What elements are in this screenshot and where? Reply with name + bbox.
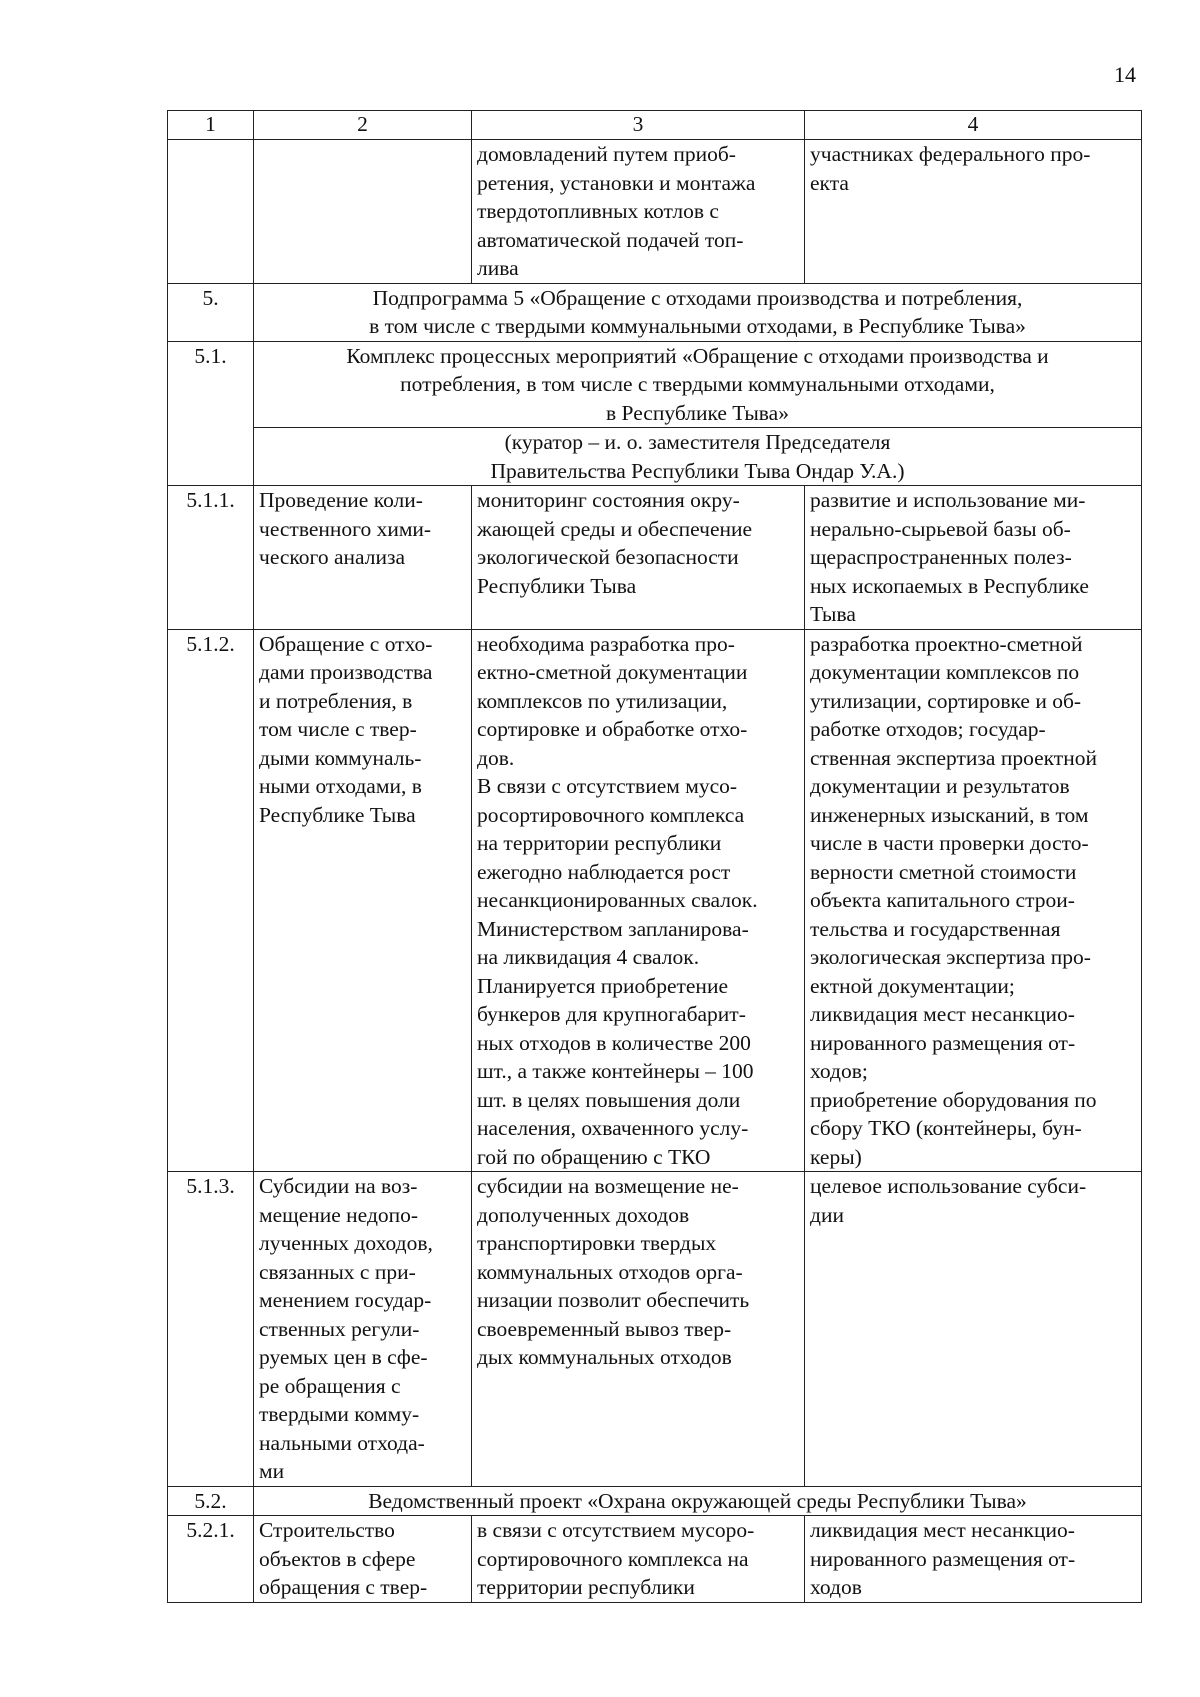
cell-line: твердотопливных котлов с [477, 199, 719, 223]
cell-line: транспортировки твердых [477, 1231, 717, 1255]
cell-line: на ликвидация 4 свалок. [477, 945, 700, 969]
activity-description [472, 1516, 805, 1603]
section-row [168, 341, 1142, 428]
column-header-3: 3 [472, 111, 805, 140]
cell-line: субсидии на возмещение не- [477, 1174, 739, 1198]
program-table [167, 110, 1142, 1603]
cell-line: том числе с твер- [259, 717, 417, 741]
cell-line: ческого анализа [259, 545, 405, 569]
cell-line: экологической безопасности [477, 545, 739, 569]
cell-line: на территории республики [477, 831, 722, 855]
cell-line: Республики Тыва [477, 573, 637, 598]
cell-line: ликвидация мест несанкцио- [810, 1002, 1075, 1026]
cell-line: екта [810, 170, 849, 195]
cell-line: Тыва [810, 602, 856, 626]
activity-name [254, 1172, 472, 1487]
cell-line: твердыми комму- [259, 1402, 420, 1426]
row-number [168, 140, 254, 284]
column-header-1: 1 [168, 111, 254, 140]
cell-line: шт. в целях повышения доли [477, 1087, 741, 1112]
cell-line: шт., а также контейнеры – 100 [477, 1059, 754, 1083]
cell-line: несанкционированных свалок. [477, 888, 758, 912]
section-row [168, 1486, 1142, 1516]
cell-line: приобретение оборудования по [810, 1087, 1097, 1112]
cell-line: участниках федерального про- [810, 142, 1091, 166]
cell-line: ственная экспертиза проектной [810, 745, 1097, 770]
cell-line: объектов в сфере [259, 1546, 416, 1571]
cell-line: сортировочного комплекса на [477, 1546, 749, 1571]
cell-line: потребления, в том числе с твердыми коммунальными отходами, [400, 372, 995, 396]
cell-line: росортировочного комплекса [477, 802, 745, 827]
cell-line: мещение недопо- [259, 1202, 419, 1227]
cell-line: щераспространенных полез- [810, 545, 1072, 569]
activity-description [472, 486, 805, 630]
cell-line: дии [810, 1202, 844, 1227]
cell-line: ектной документации; [810, 973, 1015, 998]
activity-name [254, 1516, 472, 1603]
cell-line: Обращение с отхо- [259, 631, 433, 656]
activity-description [472, 629, 805, 1172]
cell-line: развитие и использование ми- [810, 488, 1086, 512]
cell-line: гой по обращению с ТКО [477, 1144, 711, 1169]
table-row [168, 629, 1142, 1172]
cell-line: нированного размещения от- [810, 1030, 1076, 1055]
cell-line: необходима разработка про- [477, 631, 735, 656]
cell-line: Министерством запланирова- [477, 916, 749, 941]
cell-line: территории республики [477, 1575, 695, 1599]
section-row [168, 283, 1142, 341]
cell-line: Ведомственный проект «Охрана окружающей среды Республики Тыва» [368, 1488, 1027, 1513]
page-number: 14 [1114, 62, 1136, 87]
cell-line: мониторинг состояния окру- [477, 488, 740, 512]
cell-line: дополученных доходов [477, 1202, 690, 1227]
cell-line: числе в части проверки досто- [810, 831, 1089, 855]
row-number: 5.1.2. [168, 629, 254, 1172]
cell-line: домовладений путем приоб- [477, 142, 736, 166]
cell-line: ектно-сметной документации [477, 660, 748, 684]
header-row [168, 111, 1142, 140]
expected-result [805, 140, 1142, 284]
cell-line: руемых цен в сфе- [259, 1345, 428, 1369]
cell-line: ретения, установки и монтажа [477, 170, 756, 195]
cell-line: дыми коммуналь- [259, 745, 422, 770]
cell-line: бункеров для крупногабарит- [477, 1002, 746, 1026]
column-header-2: 2 [254, 111, 472, 140]
cell-line: в связи с отсутствием мусоро- [477, 1518, 755, 1542]
cell-line: целевое использование субси- [810, 1174, 1087, 1198]
cell-line: в Республике Тыва» [606, 400, 789, 425]
cell-line: нированного размещения от- [810, 1546, 1076, 1571]
cell-line: ходов [810, 1575, 862, 1599]
cell-line: низации позволит обеспечить [477, 1288, 750, 1312]
cell-line: тельства и государственная [810, 916, 1061, 941]
cell-line: документации и результатов [810, 774, 1070, 798]
cell-line: в том числе с твердыми коммунальными отходами, в Республике Тыва» [369, 314, 1026, 338]
cell-line: жающей среды и обеспечение [477, 516, 753, 541]
cell-line: ходов; [810, 1059, 868, 1083]
cell-line: лученных доходов, [259, 1231, 433, 1255]
cell-line: объекта капитального строи- [810, 888, 1075, 912]
activity-description [472, 1172, 805, 1487]
cell-line: В связи с отсутствием мусо- [477, 774, 738, 798]
section-title [254, 283, 1142, 341]
cell-line: ре обращения с [259, 1373, 401, 1398]
cell-line: нерально-сырьевой базы об- [810, 516, 1071, 541]
cell-line: ных отходов в количестве 200 [477, 1030, 751, 1055]
cell-line: ственных регули- [259, 1316, 420, 1341]
cell-line: верности сметной стоимости [810, 859, 1077, 884]
table-row [168, 1172, 1142, 1487]
row-number: 5.1.1. [168, 486, 254, 630]
cell-line: дов. [477, 745, 515, 770]
row-number: 5.1.3. [168, 1172, 254, 1487]
cell-line: разработка проектно-сметной [810, 631, 1083, 656]
cell-line: ных ископаемых в Республике [810, 573, 1089, 598]
cell-line: сортировке и обработке отхо- [477, 717, 748, 741]
row-number: 5. [168, 283, 254, 341]
activity-description [472, 140, 805, 284]
expected-result [805, 1516, 1142, 1603]
expected-result [805, 1172, 1142, 1487]
activity-name [254, 486, 472, 630]
cell-line: Подпрограмма 5 «Обращение с отходами производства и потребления, [372, 285, 1023, 310]
cell-line: связанных с при- [259, 1259, 416, 1284]
cell-line: обращения с твер- [259, 1575, 428, 1599]
cell-line: комплексов по утилизации, [477, 688, 728, 713]
cell-line: Проведение коли- [259, 488, 423, 512]
table-row [168, 1516, 1142, 1603]
cell-line: коммунальных отходов орга- [477, 1259, 743, 1284]
cell-line: (куратор – и. о. заместителя Председателя [504, 430, 891, 454]
activity-name [254, 140, 472, 284]
cell-line: и потребления, в [259, 688, 413, 713]
cell-line: ми [259, 1459, 285, 1483]
cell-line: экологическая экспертиза про- [810, 945, 1091, 969]
cell-line: Правительства Республики Тыва Ондар У.А.) [490, 458, 905, 483]
activity-name [254, 629, 472, 1172]
cell-line: сбору ТКО (контейнеры, бун- [810, 1116, 1082, 1140]
cell-line: дами производства [259, 660, 433, 684]
cell-line: инженерных изысканий, в том [810, 802, 1089, 827]
curator-row [168, 428, 1142, 486]
section-title [254, 341, 1142, 428]
expected-result [805, 486, 1142, 630]
table-row [168, 140, 1142, 284]
cell-line: Республике Тыва [259, 802, 416, 827]
row-number: 5.2.1. [168, 1516, 254, 1603]
row-number: 5.1. [168, 341, 254, 486]
cell-line: населения, охваченного услу- [477, 1116, 749, 1140]
cell-line: Комплекс процессных мероприятий «Обращение с отходами производства и [346, 343, 1049, 368]
table-row [168, 486, 1142, 630]
cell-line: ликвидация мест несанкцио- [810, 1518, 1075, 1542]
cell-line: ными отходами, в [259, 774, 422, 798]
cell-line: керы) [810, 1144, 862, 1169]
expected-result [805, 629, 1142, 1172]
cell-line: нальными отхода- [259, 1430, 425, 1455]
cell-line: чественного хими- [259, 516, 432, 541]
cell-line: Строительство [259, 1518, 395, 1542]
cell-line: документации комплексов по [810, 660, 1080, 684]
cell-line: работке отходов; государ- [810, 717, 1046, 741]
cell-line: автоматической подачей топ- [477, 227, 744, 252]
section-title [254, 1486, 1142, 1516]
cell-line: лива [477, 256, 519, 280]
cell-line: Субсидии на воз- [259, 1174, 418, 1198]
cell-line: своевременный вывоз твер- [477, 1316, 732, 1341]
cell-line: дых коммунальных отходов [477, 1345, 732, 1369]
curator-note [254, 428, 1142, 486]
cell-line: утилизации, сортировке и об- [810, 688, 1082, 713]
cell-line: ежегодно наблюдается рост [477, 859, 731, 884]
cell-line: менением государ- [259, 1288, 432, 1312]
row-number: 5.2. [168, 1486, 254, 1516]
cell-line: Планируется приобретение [477, 973, 728, 998]
column-header-4: 4 [805, 111, 1142, 140]
